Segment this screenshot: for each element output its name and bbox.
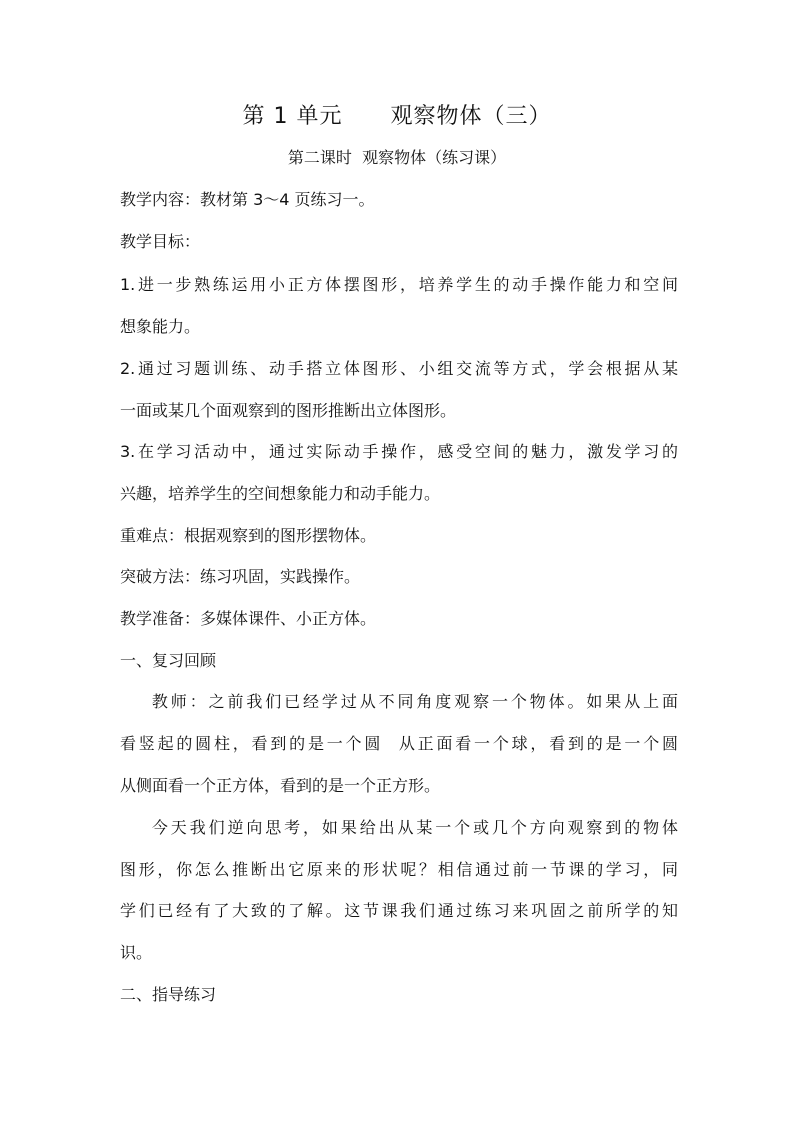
review-paragraph-2-line-3: 学们已经有了大致的了解。这节课我们通过练习来巩固之前所学的知	[120, 901, 678, 920]
goal-2-line-1: 2.通过习题训练、动手搭立体图形、小组交流等方式，学会根据从某	[120, 359, 678, 378]
review-paragraph-2-line-4: 识。	[120, 943, 153, 962]
section-2-heading: 二、指导练习	[120, 985, 217, 1004]
lesson-subtitle: 第二课时 观察物体（练习课）	[287, 148, 507, 167]
goal-1-line-2: 想象能力。	[120, 317, 201, 336]
goal-3-line-1: 3.在学习活动中，通过实际动手操作，感受空间的魅力，激发学习的	[120, 442, 678, 461]
section-1-heading: 一、复习回顾	[120, 651, 217, 670]
teaching-content-line: 教学内容：教材第 3～4 页练习一。	[120, 190, 375, 209]
review-paragraph-1-line-2: 看竖起的圆柱，看到的是一个圆 从正面看一个球，看到的是一个圆	[120, 734, 678, 753]
goal-3-line-2: 兴趣，培养学生的空间想象能力和动手能力。	[120, 484, 441, 503]
breakthrough-method-line: 突破方法：练习巩固，实践操作。	[120, 567, 361, 586]
teaching-goals-heading: 教学目标：	[120, 232, 201, 251]
key-difficulty-line: 重难点：根据观察到的图形摆物体。	[120, 526, 377, 545]
unit-title: 第 1 单元 观察物体（三）	[242, 104, 552, 129]
review-paragraph-2-line-1: 今天我们逆向思考，如果给出从某一个或几个方向观察到的物体	[120, 818, 678, 837]
goal-1-line-1: 1.进一步熟练运用小正方体摆图形，培养学生的动手操作能力和空间	[120, 275, 678, 294]
teaching-preparation-line: 教学准备：多媒体课件、小正方体。	[120, 609, 377, 628]
goal-2-line-2: 一面或某几个面观察到的图形推断出立体图形。	[120, 401, 457, 420]
review-paragraph-1-line-1: 教师：之前我们已经学过从不同角度观察一个物体。如果从上面	[120, 692, 678, 711]
review-paragraph-1-line-3: 从侧面看一个正方体，看到的是一个正方形。	[120, 776, 441, 795]
review-paragraph-2-line-2: 图形，你怎么推断出它原来的形状呢？相信通过前一节课的学习，同	[120, 860, 678, 879]
